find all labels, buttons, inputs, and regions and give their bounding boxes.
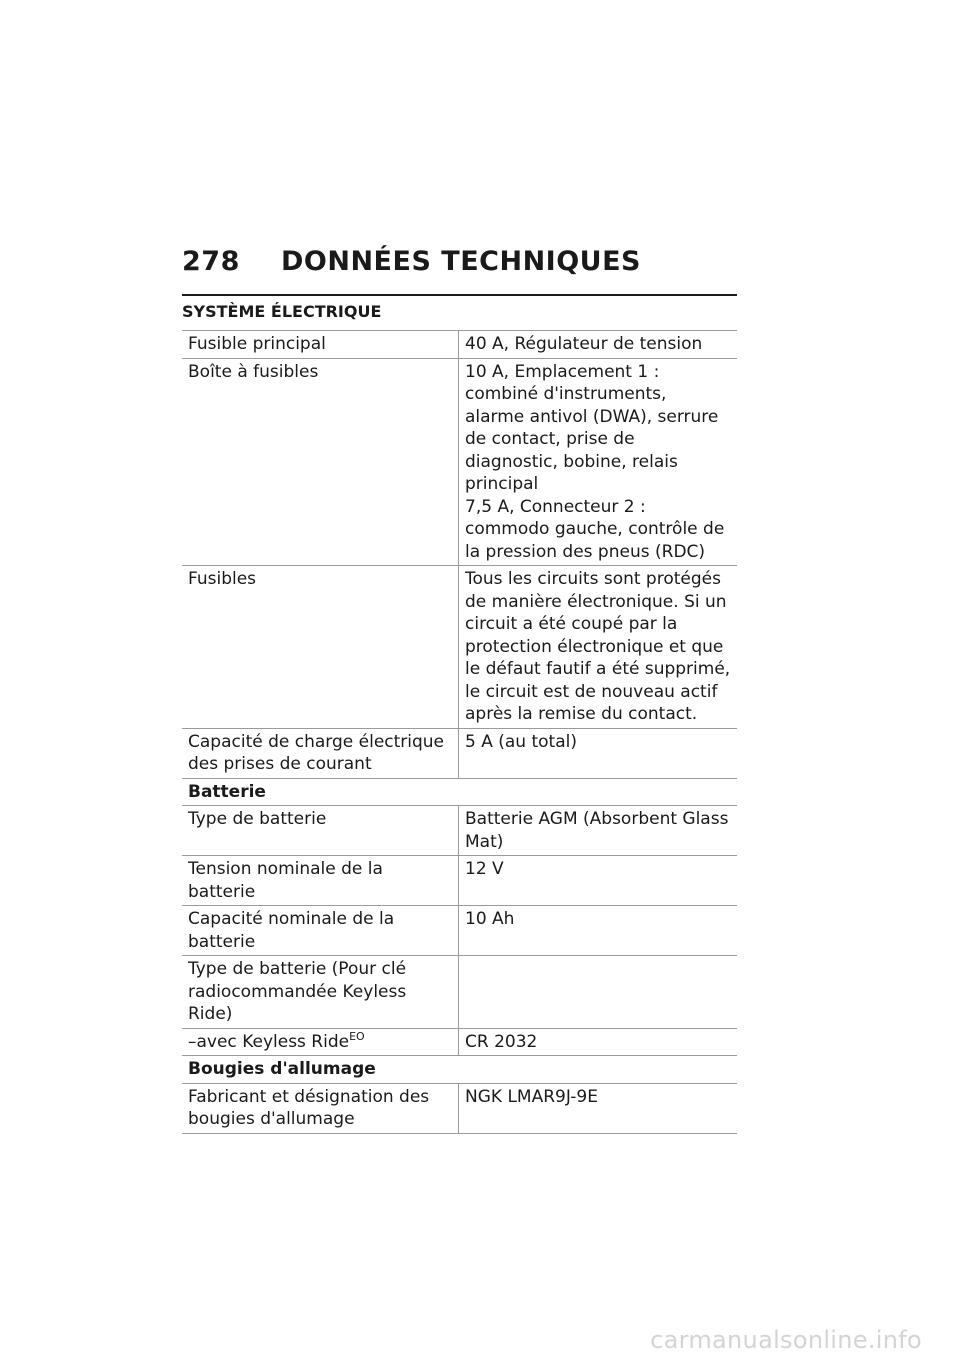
row-value: 12 V bbox=[459, 856, 738, 906]
electrical-system-section bbox=[182, 294, 737, 1134]
group-heading: Bougies d'allumage bbox=[182, 1056, 737, 1084]
table-row-socket-capacity bbox=[182, 728, 737, 778]
row-label: Fabricant et désignation des bougies d'allumage bbox=[182, 1083, 459, 1133]
row-value bbox=[459, 956, 738, 1029]
row-value: NGK LMAR9J-9E bbox=[459, 1083, 738, 1133]
table-row-main-fuse bbox=[182, 331, 737, 359]
chapter-title: DONNÉES TECHNIQUES bbox=[281, 246, 641, 277]
table-row-fuse-box bbox=[182, 358, 737, 566]
row-label: Tension nominale de la batterie bbox=[182, 856, 459, 906]
table-row-spark-plug bbox=[182, 1083, 737, 1133]
watermark: carmanualsonline.info bbox=[650, 1326, 922, 1354]
row-value bbox=[459, 358, 738, 566]
row-label: Boîte à fusibles bbox=[182, 358, 459, 566]
row-label: Type de batterie (Pour clé radiocommandée Keyless Ride) bbox=[182, 956, 459, 1029]
row-value-line: 7,5 A, Connecteur 2 : commodo gauche, contrôle de la pression des pneus (RDC) bbox=[465, 496, 725, 562]
row-label: Fusible principal bbox=[182, 331, 459, 359]
row-value: Batterie AGM (Absorbent Glass Mat) bbox=[459, 806, 738, 856]
table-group-heading-battery bbox=[182, 778, 737, 806]
row-value-line: 10 A, Emplacement 1 : combiné d'instruments, alarme antivol (DWA), serrure de contact, prise de diagnostic, bobine, relais principal bbox=[465, 361, 719, 494]
row-value: 5 A (au total) bbox=[459, 728, 738, 778]
row-label: Type de batterie bbox=[182, 806, 459, 856]
table-row-battery-capacity bbox=[182, 906, 737, 956]
table-row-remote-battery-type bbox=[182, 956, 737, 1029]
table-row-fuses bbox=[182, 566, 737, 729]
option-superscript: EO bbox=[349, 1029, 365, 1043]
row-label: Capacité nominale de la batterie bbox=[182, 906, 459, 956]
table-row-battery-type bbox=[182, 806, 737, 856]
row-label-text: –avec Keyless Ride bbox=[188, 1031, 350, 1052]
page-number: 278 bbox=[182, 246, 240, 277]
table-group-heading-spark-plugs bbox=[182, 1056, 737, 1084]
table-row-battery-voltage bbox=[182, 856, 737, 906]
section-title: SYSTÈME ÉLECTRIQUE bbox=[182, 302, 382, 321]
spec-table bbox=[182, 330, 737, 1134]
row-value: CR 2032 bbox=[459, 1028, 738, 1056]
row-value: 40 A, Régulateur de tension bbox=[459, 331, 738, 359]
row-label bbox=[182, 1028, 459, 1056]
group-heading: Batterie bbox=[182, 778, 737, 806]
row-value: Tous les circuits sont protégés de manière électronique. Si un circuit a été coupé par la protection électronique et que le défaut fautif a été supprimé, le circuit est de nouveau actif après la remise du contact. bbox=[459, 566, 738, 729]
row-label: Fusibles bbox=[182, 566, 459, 729]
row-value: 10 Ah bbox=[459, 906, 738, 956]
table-row-keyless-ride bbox=[182, 1028, 737, 1056]
page-header bbox=[182, 246, 742, 286]
row-label: Capacité de charge électrique des prises de courant bbox=[182, 728, 459, 778]
